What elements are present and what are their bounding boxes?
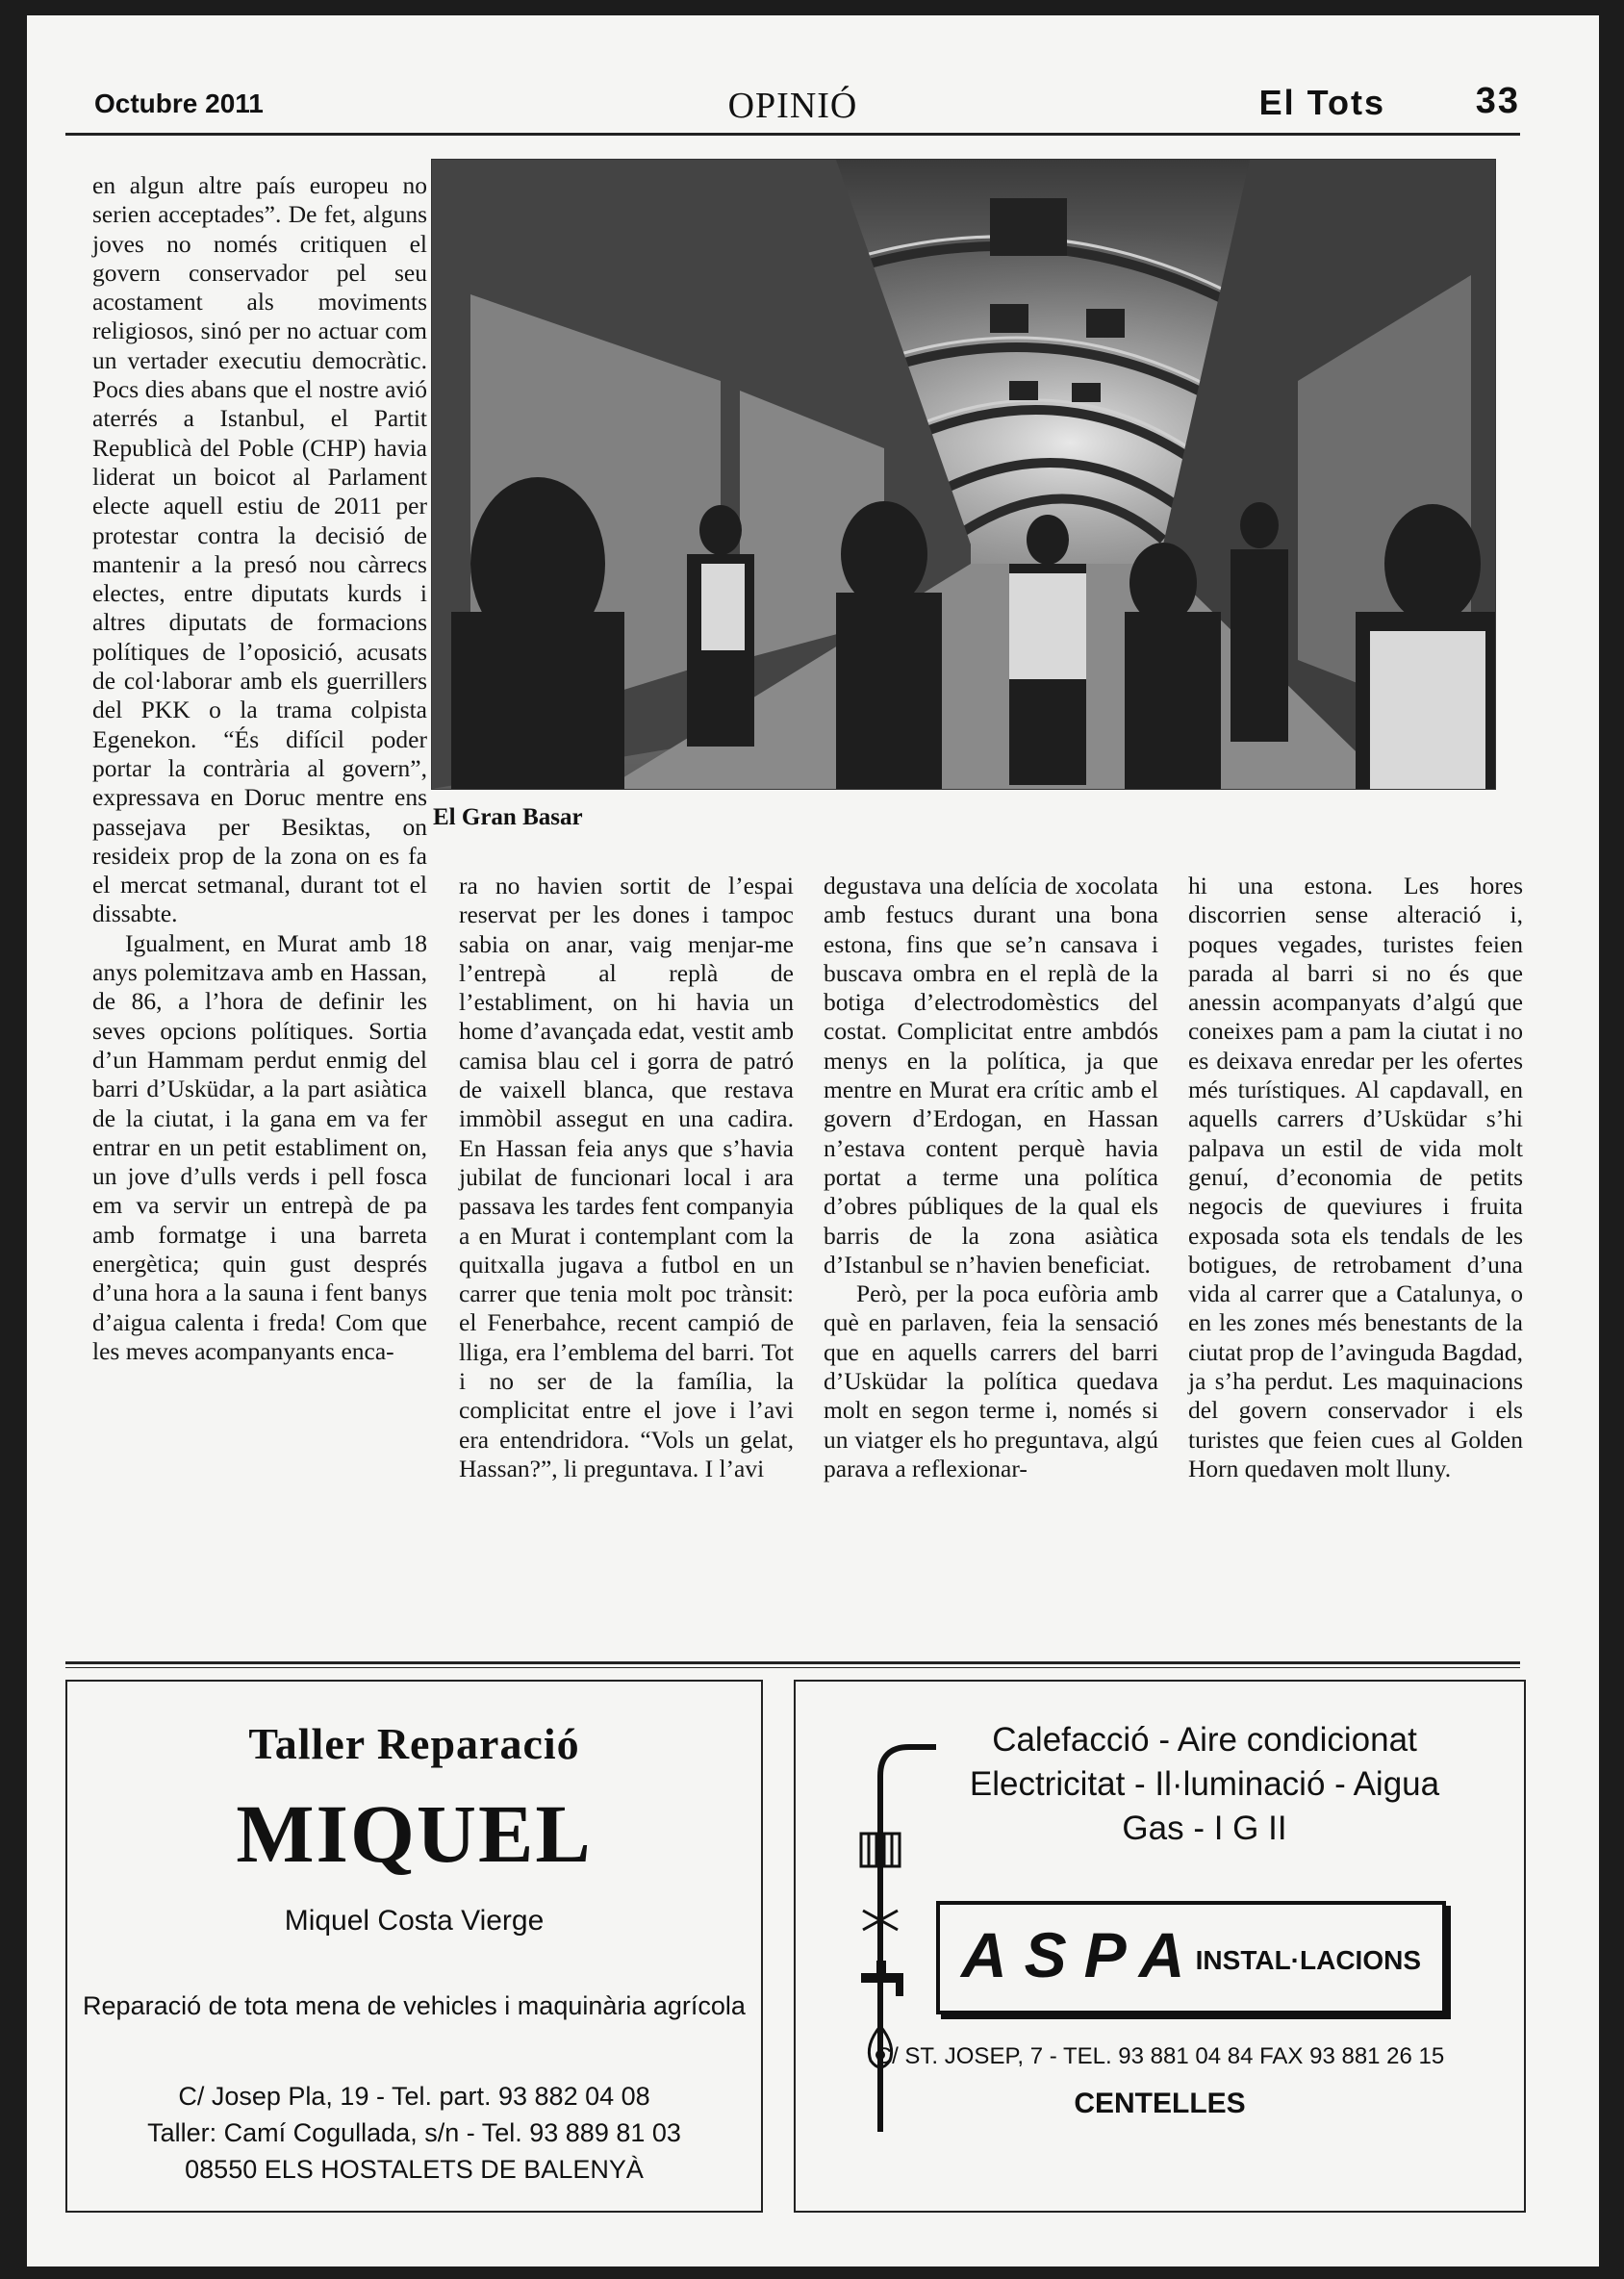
issue-date: Octubre 2011 <box>94 89 264 118</box>
ad-taller-address-line: C/ Josep Pla, 19 - Tel. part. 93 882 04 08 <box>178 2082 650 2111</box>
ad-taller-address-line: Taller: Camí Cogullada, s/n - Tel. 93 889 81 03 <box>147 2118 681 2147</box>
ad-aspa-city: CENTELLES <box>1074 2088 1246 2119</box>
snowflake-icon <box>863 1901 898 1939</box>
article-column-4 <box>1188 872 1523 1638</box>
ad-aspa-services <box>911 1718 1498 1851</box>
article-column-1 <box>92 171 427 1638</box>
ad-taller-address-line: 08550 ELS HOSTALETS DE BALENYÀ <box>185 2155 644 2184</box>
ad-taller-title: Taller Reparació <box>248 1719 580 1768</box>
photo-caption: El Gran Basar <box>433 804 583 830</box>
bazaar-photo-image <box>432 160 1495 789</box>
page-header <box>65 75 1520 136</box>
ad-aspa-service-line: Gas - I G II <box>1122 1810 1287 1847</box>
page-number: 33 <box>1475 81 1520 121</box>
ad-taller-miquel <box>65 1680 763 2213</box>
article-paragraph: en algun altre país europeu no serien acceptades”. De fet, alguns joves no només critiquen el govern conservador pel seu acostament als moviments religiosos, sinó per no actuar com un vertader executiu democràtic. Pocs dies abans que el nostre avió aterrés a Istanbul, el Partit Republicà del Poble (CHP) havia liderat un boicot al Parlament electe aquell estiu de 2011 per protestar contra la decisió de mantenir a la presó nou càrrecs electes, entre diputats kurds i altres diputats de formacions polítiques de l’oposició, acusats de col·laborar amb els guerrillers del PKK o la trama colpista Egenekon. “És difícil poder portar la contrària al govern”, expressava en Doruc mentre ens passejava per Besiktas, on resideix prop de la zona on es fa el mercat setmanal, durant tot el dissabte. <box>92 171 427 928</box>
ad-aspa-service-line: Calefacció - Aire condicionat <box>992 1721 1417 1759</box>
ad-taller-address <box>67 2078 761 2188</box>
aspa-brand-subtitle: INSTAL·LACIONS <box>1195 1945 1421 1975</box>
ad-aspa-service-line: Electricitat - Il·luminació - Aigua <box>969 1765 1440 1803</box>
article-paragraph: hi una estona. Les hores discorrien sense alteració i, poques vegades, turistes feien parada al barri si no és que anessin acompanyats d’algú que coneixes pam a pam la ciutat i no es deixava enredar per les ofertes més turístiques. Al capdavall, en aquells carrers d’Usküdar s’hi palpava un estil de vida molt genuí, d’economia de petits negocis de queviures i fruita exposada sota els tendals de les botigues, de retrobament d’una vida al carrer que a Catalunya, o en les zones més benestants de la ciutat prop de l’avinguda Bagdad, ja s’ha perdut. Les maquinacions del govern conservador i els turistes que feien cues al Golden Horn quedaven molt lluny. <box>1188 872 1523 1482</box>
publication-name: El Tots <box>1258 83 1385 122</box>
article-paragraph: Però, per la poca eufòria amb què en parlaven, feia la sensació que en aquells carrers del barri d’Usküdar la política quedava molt en segon terme i, només si un viatger els ho preguntava, algú parava a reflexionar- <box>824 1279 1158 1482</box>
article-paragraph: degustava una delícia de xocolata amb festucs durant una bona estona, fins que se’n cansava i buscava ombra en el replà de la botiga d’electrodomèstics del costat. Complicitat entre ambdós menys en la política, ja que mentre en Murat era crític amb el govern d’Erdogan, en Hassan n’estava content perquè havia portat a terme una política d’obres públiques de la qual els barris de la zona asiàtica d’Istanbul se n’havien beneficiat. <box>824 872 1158 1279</box>
ad-taller-name: MIQUEL <box>236 1787 593 1880</box>
aspa-brand: ASPA <box>961 1919 1203 1990</box>
section-title: OPINIÓ <box>727 86 858 126</box>
article-paragraph: Igualment, en Murat amb 18 anys polemitzava amb en Hassan, de 86, a l’hora de definir les seves opcions polítiques. Sortia d’un Hammam perdut enmig del barri d’Usküdar, a la part asiàtica de la ciutat, i la gana em va fer entrar en un petit establiment on, un jove d’ulls verds i pell fosca em va servir un entrepà de pa amb formatge i una barreta energètica; quin gust després d’una hora a la sauna i fent banys d’aigua calenta i freda! Com que les meves acompanyants enca- <box>92 928 427 1365</box>
ad-aspa-address: C/ ST. JOSEP, 7 - TEL. 93 881 04 84 FAX 93 881 26 15 <box>875 2043 1445 2069</box>
article-column-2 <box>459 872 794 1638</box>
ad-aspa-installacions <box>794 1680 1526 2213</box>
ad-taller-owner: Miquel Costa Vierge <box>284 1905 545 1937</box>
grand-bazaar-photo <box>431 159 1496 790</box>
ads-divider <box>65 1661 1520 1668</box>
aspa-logo <box>936 1901 1446 2014</box>
article-paragraph: ra no havien sortit de l’espai reservat per les dones i tampoc sabia on anar, vaig menjar-me l’entrepà al replà de l’establiment, on hi havia un home d’avançada edat, vestit amb camisa blau cel i gorra de patró de vaixell blanca, que restava immòbil assegut en una cadira. En Hassan feia anys que s’havia jubilat de funcionari local i ara passava les tardes fent companyia a en Murat i contemplant com la quitxalla jugava a futbol en un carrer que tenia molt poc trànsit: el Fenerbahce, recent campió de lliga, era l’emblema del barri. Tot i no ser de la família, la complicitat entre el jove i l’avi era entendridora. “Vols un gelat, Hassan?”, li preguntava. I l’avi <box>459 872 794 1482</box>
ad-taller-tagline: Reparació de tota mena de vehicles i maquinària agrícola <box>83 1991 746 2020</box>
article-column-3 <box>824 872 1158 1638</box>
